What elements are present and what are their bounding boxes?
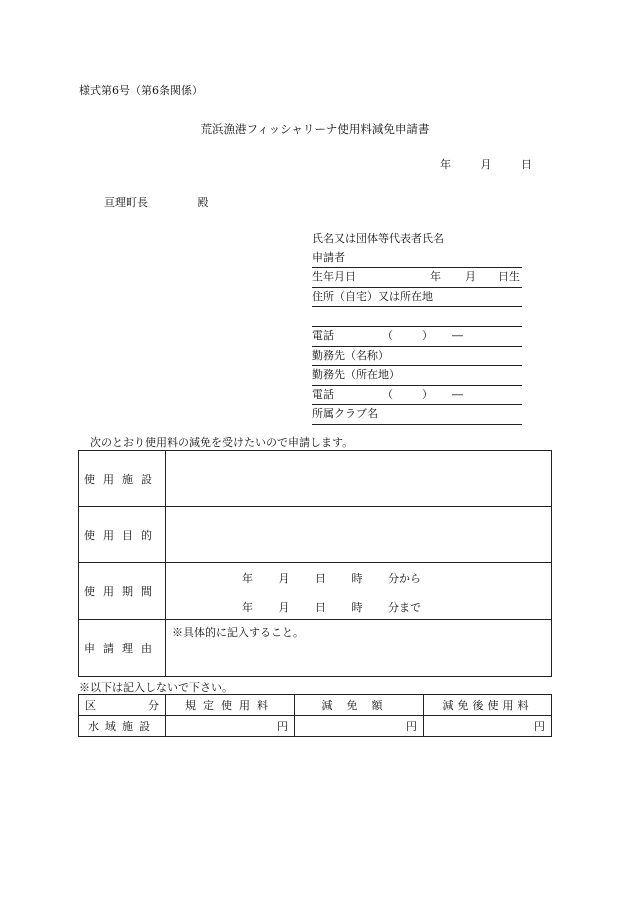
addressee <box>104 194 209 210</box>
workplace-phone-field[interactable]: 電話 （ ） ― <box>312 386 522 406</box>
fee-row-water <box>79 716 552 737</box>
fee-standard-field[interactable]: 円 <box>166 716 295 737</box>
form-title: 荒浜漁港フィッシャリーナ使用料減免申請書 <box>200 122 430 136</box>
addressee-name: 亘理町長 <box>104 196 148 209</box>
workplace-address-field[interactable]: 勤務先（所在地） <box>312 366 522 386</box>
fee-col-category: 区 分 <box>79 695 166 716</box>
fee-col-reduction: 減免額 <box>295 695 424 716</box>
fee-col-after: 減免後使用料 <box>424 695 552 716</box>
fee-header-row <box>79 695 552 716</box>
birthdate-field[interactable]: 生年月日 年 月 日生 <box>312 268 522 288</box>
workplace-name-field[interactable]: 勤務先（名称） <box>312 347 522 367</box>
purpose-label: 使用目的 <box>79 507 166 563</box>
club-field[interactable]: 所属クラブ名 <box>312 405 522 425</box>
staff-note: ※以下は記入しないで下さい。 <box>79 681 233 694</box>
facility-row <box>79 451 552 507</box>
date-year: 年 <box>440 158 451 171</box>
address-field[interactable]: 住所（自宅）又は所在地 <box>312 288 522 308</box>
addressee-honorific: 殿 <box>197 196 209 209</box>
reason-field[interactable] <box>166 620 552 677</box>
phone-field[interactable]: 電話 （ ） ― <box>312 327 522 347</box>
submission-date <box>440 156 532 172</box>
facility-label: 使用施設 <box>79 451 166 507</box>
period-row <box>79 563 552 620</box>
fee-col-standard: 規定使用料 <box>166 695 295 716</box>
address-field-extra[interactable] <box>312 307 522 327</box>
period-field[interactable] <box>166 563 552 620</box>
reason-label: 申請理由 <box>79 620 166 677</box>
reason-row <box>79 620 552 677</box>
intro-text: 次のとおり使用料の減免を受けたいので申請します。 <box>90 436 354 449</box>
application-table <box>78 450 552 677</box>
reason-note: ※具体的に記入すること。 <box>172 626 304 639</box>
facility-field[interactable] <box>166 451 552 507</box>
form-number: 様式第6号（第6条関係） <box>79 84 203 97</box>
period-label: 使用期間 <box>79 563 166 620</box>
purpose-row <box>79 507 552 563</box>
period-end: 年 月 日 時 分まで <box>242 601 421 614</box>
date-day: 日 <box>521 158 532 171</box>
fee-table <box>78 694 552 737</box>
date-month: 月 <box>480 158 492 171</box>
period-start: 年 月 日 時 分から <box>242 572 421 585</box>
applicant-name-header: 氏名又は団体等代表者氏名 <box>312 232 444 245</box>
applicant-field[interactable]: 申請者 <box>312 249 522 269</box>
fee-reduction-field[interactable]: 円 <box>295 716 424 737</box>
applicant-block <box>312 230 522 425</box>
fee-row-label: 水域施設 <box>79 716 166 737</box>
purpose-field[interactable] <box>166 507 552 563</box>
fee-after-field[interactable]: 円 <box>424 716 552 737</box>
